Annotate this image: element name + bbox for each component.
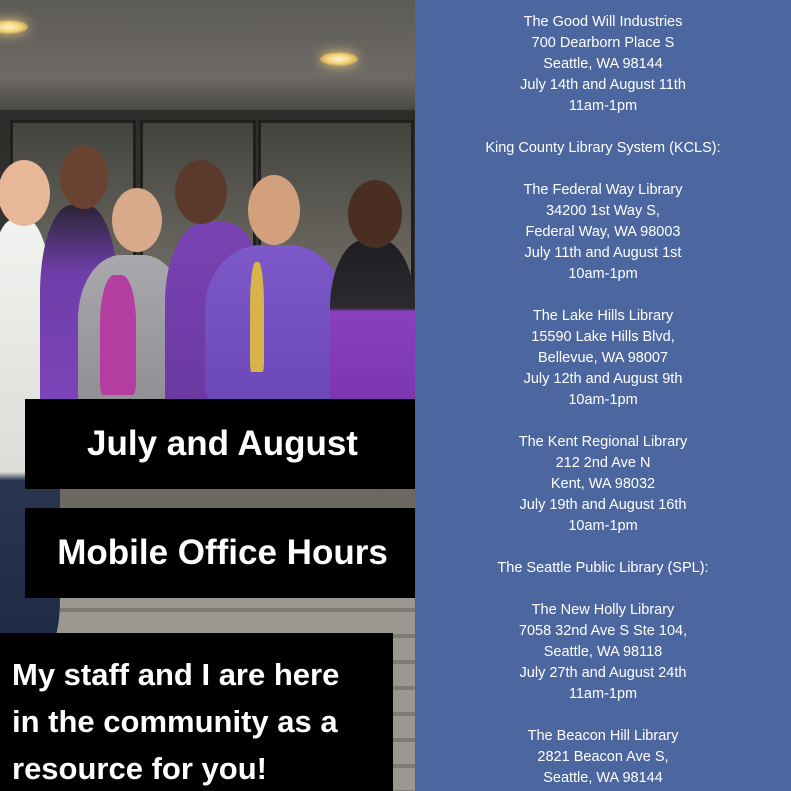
spacer: [415, 705, 791, 726]
location-address: 212 2nd Ave N: [555, 455, 651, 471]
location-address: 15590 Lake Hills Blvd,: [531, 329, 675, 345]
location-name: The Beacon Hill Library: [527, 728, 679, 744]
location-address: 2821 Beacon Ave S,: [537, 749, 669, 765]
person: [205, 245, 345, 405]
location-city: Seattle, WA 98144: [543, 770, 663, 786]
message-line: in the community as a: [12, 704, 338, 739]
location-hours: 10am-1pm: [568, 266, 638, 282]
location-name: The Good Will Industries: [523, 14, 683, 30]
location-address: 700 Dearborn Place S: [531, 35, 675, 51]
location-hours: 11am-1pm: [568, 686, 638, 702]
location-hours: 10am-1pm: [568, 518, 638, 534]
location-dates: July 19th and August 16th: [519, 497, 687, 513]
ceiling-light-icon: [320, 52, 358, 66]
spacer: [415, 117, 791, 138]
location-dates: July 11th and August 1st: [524, 245, 682, 261]
location-city: Seattle, WA 98118: [543, 644, 663, 660]
location-name: The Federal Way Library: [523, 182, 683, 198]
spacer: [415, 285, 791, 306]
locations-panel: [415, 0, 791, 791]
location-city: Kent, WA 98032: [550, 476, 656, 492]
location-address: 7058 32nd Ave S Ste 104,: [518, 623, 688, 639]
spacer: [415, 579, 791, 600]
location-dates: July 12th and August 9th: [523, 371, 683, 387]
location-name: The Kent Regional Library: [518, 434, 688, 450]
person-head: [175, 160, 227, 224]
person-head: [348, 180, 402, 248]
location-dates: July 27th and August 24th: [519, 665, 687, 681]
person-head: [60, 145, 108, 209]
spacer: [415, 411, 791, 432]
location-hours: 11am-1pm: [568, 98, 638, 114]
spacer: [415, 537, 791, 558]
message-line: resource for you!: [12, 751, 267, 786]
person: [100, 275, 136, 395]
message-line: My staff and I are here: [12, 657, 340, 692]
heading-box-mobile-office-hours: [25, 508, 420, 598]
community-message-box: [0, 633, 393, 791]
person: [250, 262, 264, 372]
location-dates: July 14th and August 11th: [520, 77, 686, 93]
section-header-spl: The Seattle Public Library (SPL):: [497, 560, 709, 576]
person-head: [0, 160, 50, 226]
heading-box-july-august: [25, 399, 420, 489]
person: [330, 240, 415, 410]
section-header-kcls: King County Library System (KCLS):: [485, 140, 721, 156]
person-head: [112, 188, 162, 252]
person-head: [248, 175, 300, 245]
location-address: 34200 1st Way S,: [546, 203, 660, 219]
heading-line-1: July and August: [87, 424, 358, 463]
heading-line-2: Mobile Office Hours: [57, 533, 388, 572]
location-name: The Lake Hills Library: [532, 308, 674, 324]
location-name: The New Holly Library: [531, 602, 675, 618]
location-city: Bellevue, WA 98007: [537, 350, 669, 366]
spacer: [415, 159, 791, 180]
location-city: Federal Way, WA 98003: [525, 224, 681, 240]
location-hours: 10am-1pm: [568, 392, 638, 408]
location-city: Seattle, WA 98144: [543, 56, 663, 72]
